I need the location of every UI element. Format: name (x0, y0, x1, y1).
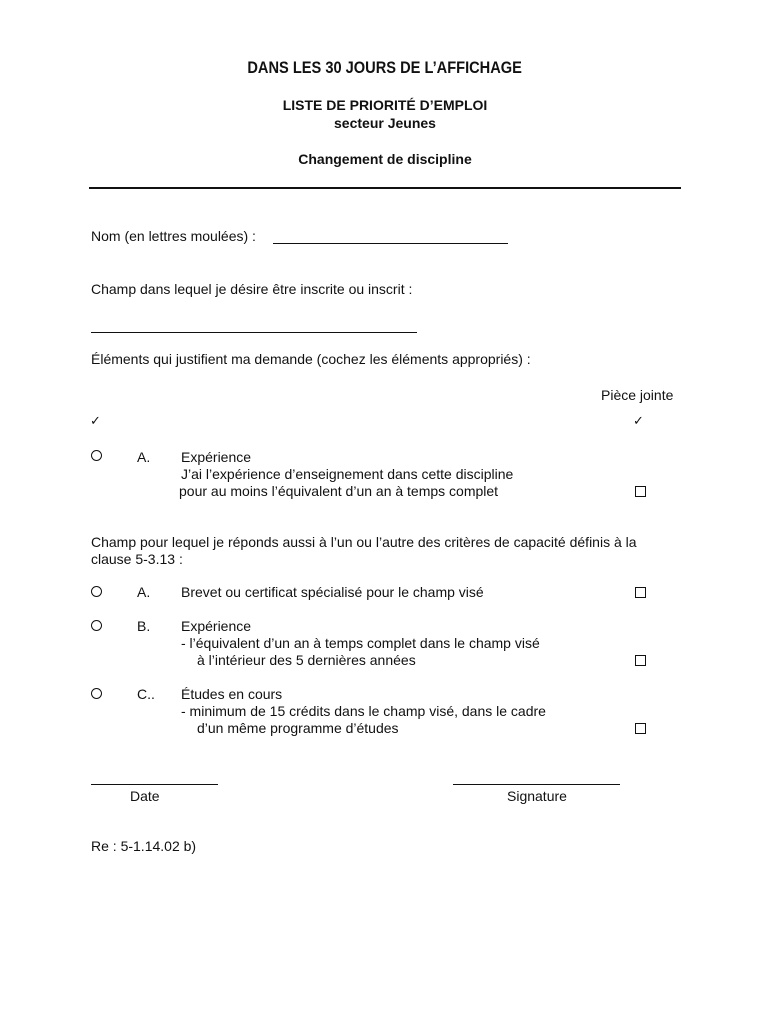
document-title: DANS LES 30 JOURS DE L’AFFICHAGE (247, 58, 523, 77)
signature-field[interactable] (453, 784, 620, 785)
option-a-letter: A. (137, 449, 151, 465)
option-a-line2: pour au moins l’équivalent d’un an à temps complet (179, 483, 499, 499)
date-label: Date (130, 788, 160, 804)
signature-label: Signature (507, 788, 567, 804)
criteria-c-radio[interactable] (91, 688, 102, 699)
criteria-b-line1: - l’équivalent d’un an à temps complet dans le champ visé (181, 635, 540, 651)
subtitle-sector: secteur Jeunes (334, 115, 436, 131)
name-label: Nom (en lettres moulées) : (91, 228, 256, 244)
criteria-c-title: Études en cours (181, 686, 283, 702)
criteria-a-letter: A. (137, 584, 151, 600)
criteria-intro-line1: Champ pour lequel je réponds aussi à l’un ou l’autre des critères de capacité définis à la (91, 534, 637, 550)
option-a-attachment-checkbox[interactable] (635, 486, 646, 497)
document-title-wrap (0, 58, 770, 78)
criteria-c-line1: - minimum de 15 crédits dans le champ visé, dans le cadre (181, 703, 546, 719)
criteria-a-text: Brevet ou certificat spécialisé pour le champ visé (181, 584, 484, 600)
criteria-b-attachment-checkbox[interactable] (635, 655, 646, 666)
criteria-b-title: Expérience (181, 618, 252, 634)
date-field[interactable] (91, 784, 218, 785)
option-a-radio[interactable] (91, 450, 102, 461)
header-divider (89, 187, 681, 189)
criteria-b-radio[interactable] (91, 620, 102, 631)
criteria-b-letter: B. (137, 618, 151, 634)
piece-jointe-label: Pièce jointe (601, 387, 674, 403)
champ-label: Champ dans lequel je désire être inscrite ou inscrit : (91, 281, 413, 297)
subtitle-list: LISTE DE PRIORITÉ D’EMPLOI (282, 97, 488, 113)
name-field[interactable] (273, 243, 508, 244)
reference-text: Re : 5-1.14.02 b) (91, 838, 197, 854)
subtitle-change: Changement de discipline (298, 151, 472, 167)
option-a-title: Expérience (181, 449, 252, 465)
champ-field[interactable] (91, 332, 417, 333)
criteria-c-attachment-checkbox[interactable] (635, 723, 646, 734)
check-icon-attachment: ✓ (633, 414, 644, 429)
criteria-c-line2: d’un même programme d’études (197, 720, 399, 736)
check-icon: ✓ (90, 414, 101, 429)
criteria-a-attachment-checkbox[interactable] (635, 587, 646, 598)
criteria-a-radio[interactable] (91, 586, 102, 597)
criteria-b-line2: à l’intérieur des 5 dernières années (197, 652, 416, 668)
criteria-intro-line2: clause 5-3.13 : (91, 551, 183, 567)
elements-label: Éléments qui justifient ma demande (cochez les éléments appropriés) : (91, 351, 531, 367)
option-a-line1: J’ai l’expérience d’enseignement dans cette discipline (181, 466, 514, 482)
criteria-c-letter: C.. (137, 686, 155, 702)
